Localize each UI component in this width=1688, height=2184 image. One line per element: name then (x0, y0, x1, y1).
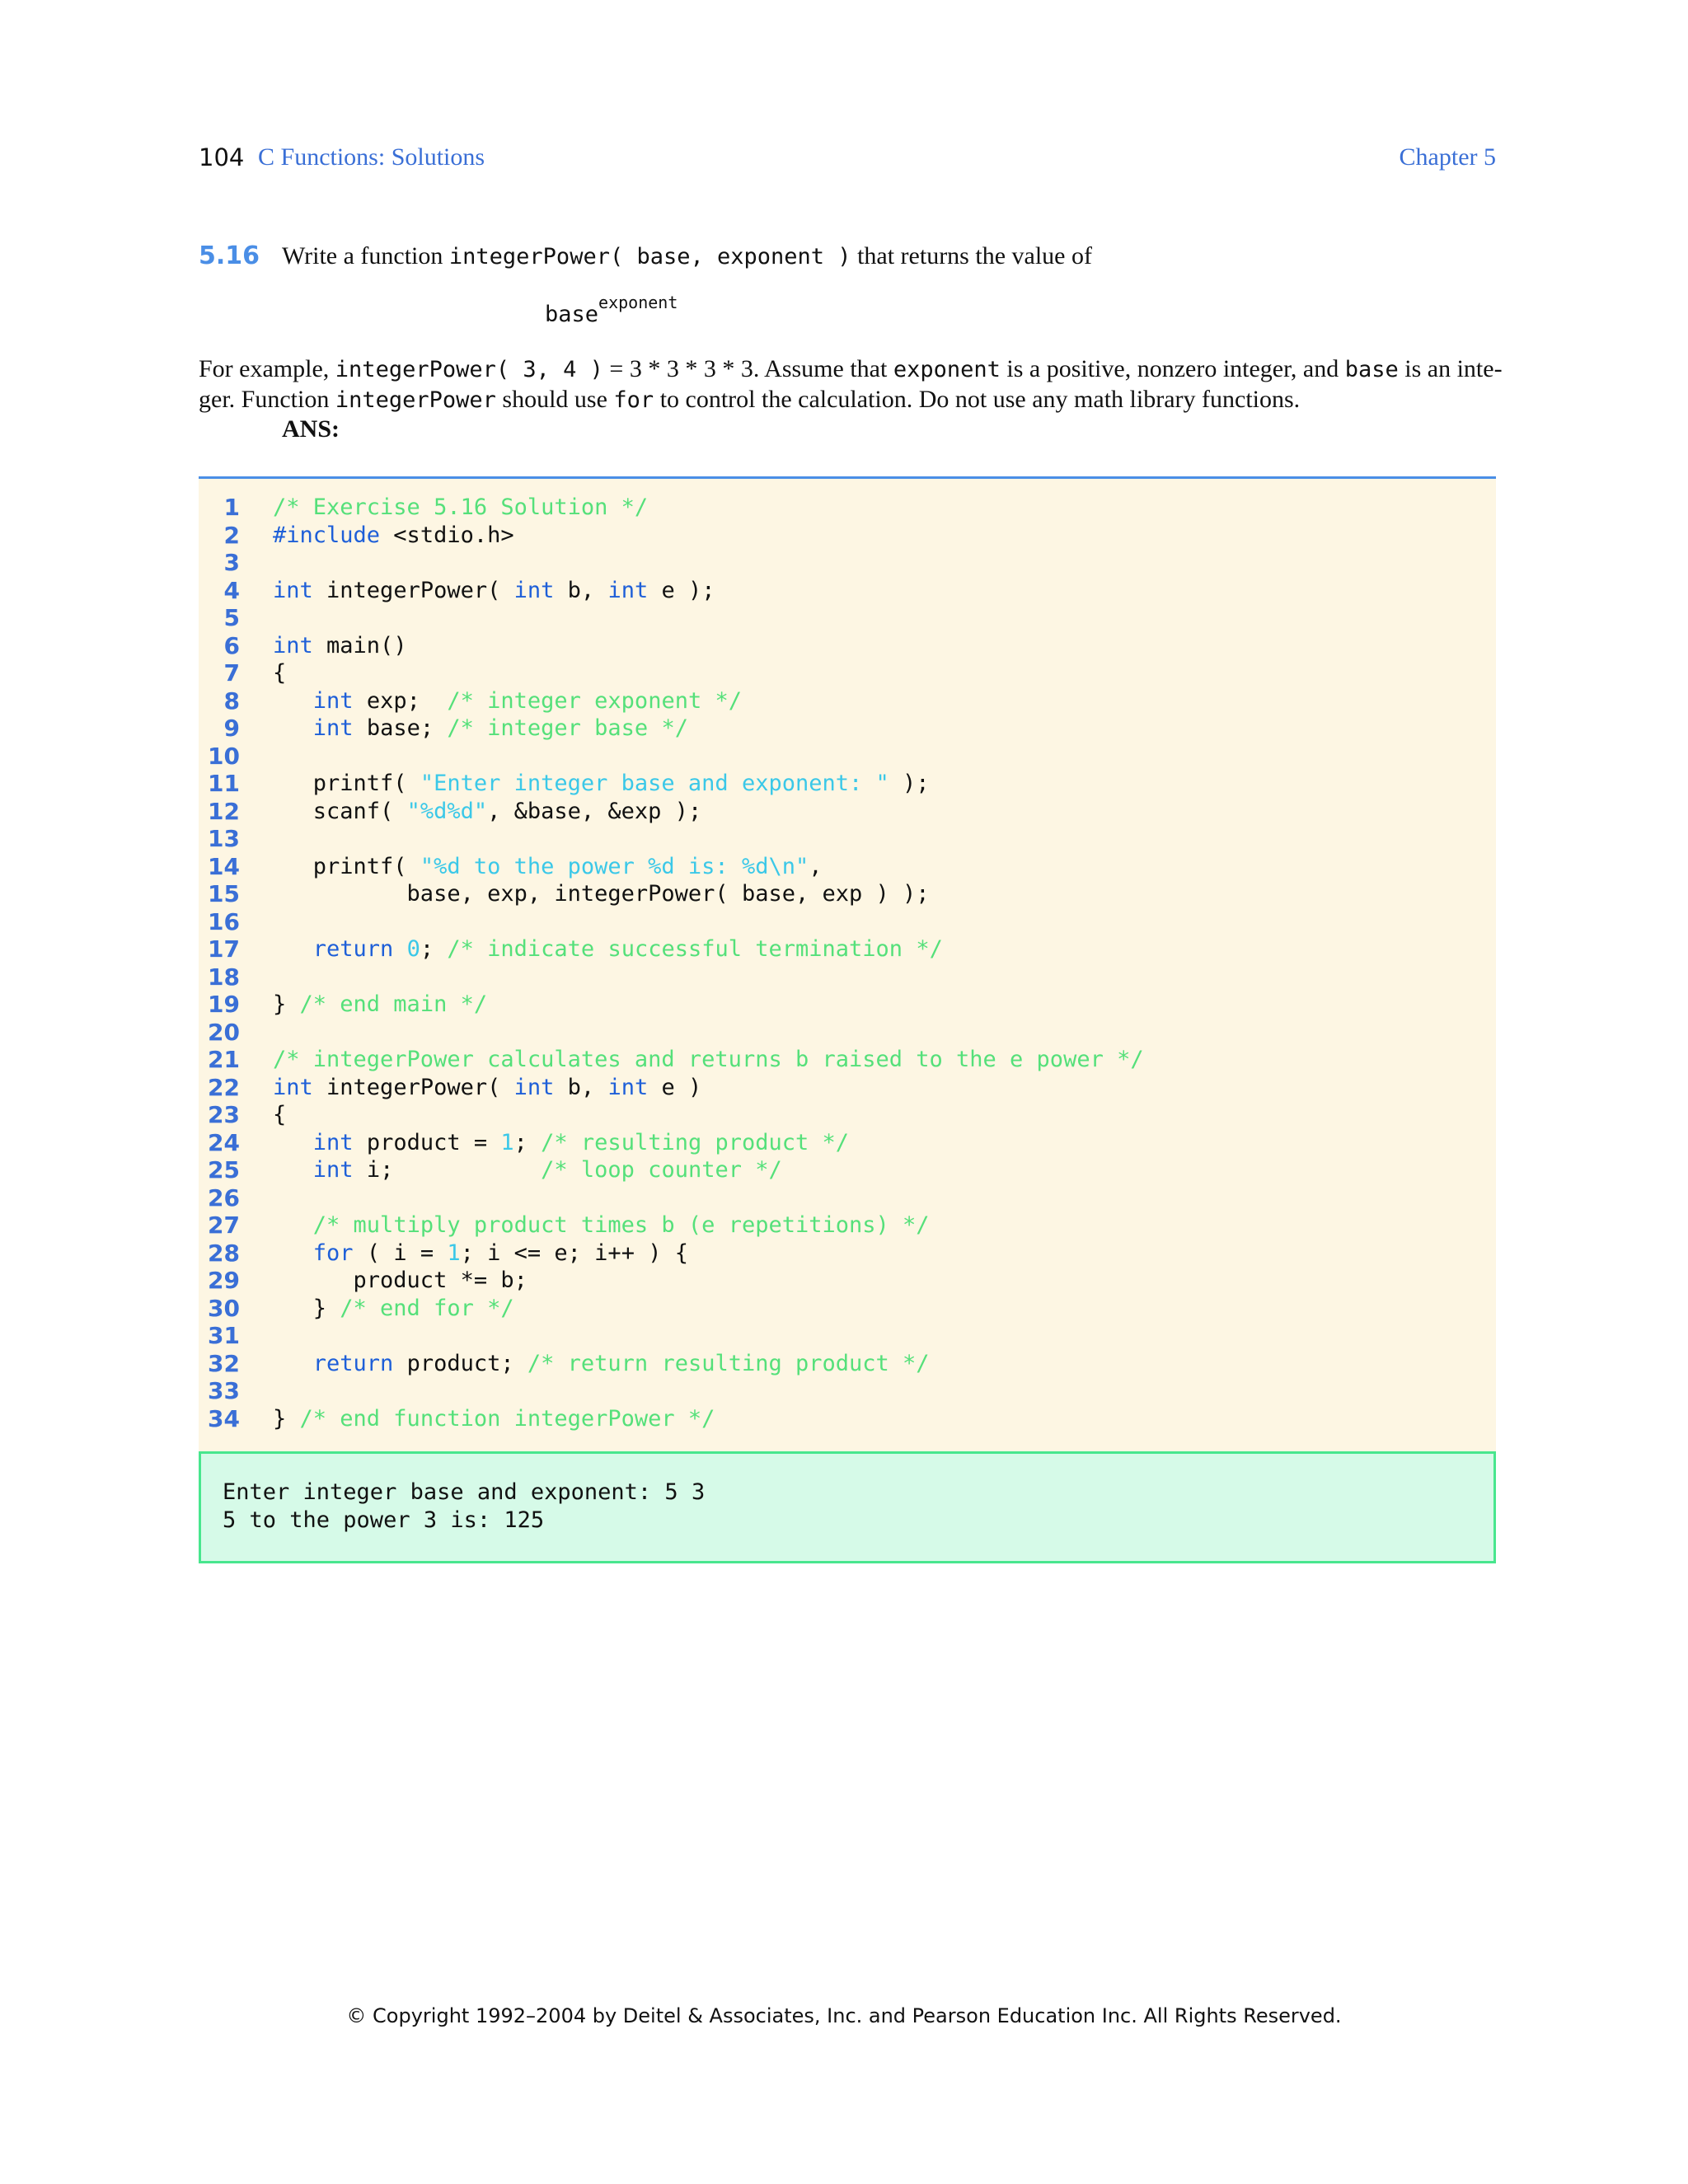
line-number: 11 (208, 770, 240, 797)
code-line (199, 494, 1144, 522)
line-number: 10 (208, 742, 240, 770)
prompt-code: integerPower( base, exponent ) (448, 244, 851, 269)
line-number: 30 (208, 1294, 240, 1322)
inline-text: is an inte- (1398, 355, 1503, 382)
code-line (199, 1074, 1144, 1102)
code-text: #include <stdio.h> (273, 522, 514, 548)
code-line (199, 1377, 1144, 1405)
line-number: 19 (208, 991, 240, 1018)
line-number: 12 (208, 797, 240, 825)
code-lines (199, 494, 1144, 1432)
code-text: /* Exercise 5.16 Solution */ (273, 494, 649, 520)
code-text: return 0; /* indicate successful termination */ (312, 936, 943, 962)
code-text: } /* end for */ (273, 1295, 514, 1321)
answer-label: ANS: (282, 415, 340, 443)
line-number: 1 (223, 494, 240, 521)
line-number: 4 (223, 576, 240, 604)
code-text: product *= b; (273, 1268, 528, 1293)
line-number: 28 (208, 1239, 240, 1267)
inline-code: integerPower (335, 387, 496, 413)
line-number: 25 (208, 1156, 240, 1183)
line-number: 15 (208, 880, 240, 907)
inline-code: exponent (893, 357, 1001, 382)
code-text: int base; /* integer base */ (312, 715, 688, 741)
code-line (199, 1295, 1144, 1323)
code-line (199, 935, 1144, 963)
code-line (199, 549, 1144, 577)
line-number: 23 (208, 1101, 240, 1128)
line-number: 21 (208, 1046, 240, 1073)
line-number: 20 (208, 1018, 240, 1046)
code-line (199, 743, 1144, 771)
inline-text: ger. Function (199, 386, 335, 413)
code-text: } /* end main */ (273, 991, 488, 1017)
line-number: 24 (208, 1128, 240, 1156)
line-number: 26 (208, 1183, 240, 1212)
inline-code: integerPower( 3, 4 ) (335, 357, 603, 382)
code-listing (199, 476, 1496, 1451)
code-line (199, 577, 1144, 605)
inline-text: = 3 * 3 * 3 * 3. Assume that (603, 355, 893, 382)
running-title: C Functions: Solutions (258, 143, 485, 171)
code-text: int integerPower( int b, int e ); (273, 577, 715, 603)
code-text: int i; /* loop counter */ (312, 1157, 782, 1183)
line-number: 16 (208, 907, 240, 935)
output-line: Enter integer base and exponent: 5 3 (223, 1479, 706, 1505)
line-number: 34 (208, 1404, 240, 1432)
line-number: 13 (208, 825, 240, 852)
line-number: 22 (208, 1073, 240, 1101)
line-number: 5 (223, 604, 240, 631)
code-text: } /* end function integerPower */ (273, 1405, 715, 1432)
exercise-number: 5.16 (199, 241, 260, 270)
code-text: /* multiply product times b (e repetitions) */ (312, 1212, 930, 1238)
code-line (199, 659, 1144, 687)
line-number: 2 (223, 521, 240, 549)
inline-text: to control the calculation. Do not use any math library functions. (654, 386, 1301, 413)
description-line-1 (199, 354, 1503, 385)
line-number: 17 (208, 935, 240, 963)
code-line (199, 825, 1144, 853)
line-number: 3 (223, 549, 240, 576)
code-line (199, 1101, 1144, 1129)
line-number: 27 (208, 1212, 240, 1239)
prompt-text-pre: Write a function (282, 242, 449, 269)
line-number: 33 (208, 1377, 240, 1404)
code-line (199, 715, 1144, 743)
code-line (199, 1046, 1144, 1074)
code-text: base, exp, integerPower( base, exp ) ); (273, 881, 930, 907)
code-line (199, 1350, 1144, 1378)
code-line (199, 632, 1144, 660)
code-line (199, 1019, 1144, 1047)
code-text: for ( i = 1; i <= e; i++ ) { (312, 1240, 688, 1266)
line-number: 8 (223, 687, 240, 715)
inline-text: For example, (199, 355, 335, 382)
inline-code: for (613, 387, 654, 413)
code-line (199, 1129, 1144, 1157)
page-header (199, 140, 1496, 176)
code-line (199, 1240, 1144, 1268)
code-line (199, 991, 1144, 1019)
page-number: 104 (199, 143, 245, 171)
code-line (199, 687, 1144, 715)
program-output (199, 1451, 1496, 1563)
code-line (199, 853, 1144, 881)
line-number: 14 (208, 852, 240, 880)
line-number: 6 (223, 631, 240, 659)
code-text: { (273, 660, 287, 686)
line-number: 9 (223, 715, 240, 742)
code-text: /* integerPower calculates and returns b raised to the e power */ (273, 1047, 1144, 1072)
code-line (199, 798, 1144, 826)
description-line-2 (199, 385, 1496, 415)
output-line: 5 to the power 3 is: 125 (223, 1507, 545, 1533)
code-line (199, 522, 1144, 550)
code-text: int main() (273, 632, 407, 658)
code-text: return product; /* return resulting product */ (312, 1350, 930, 1376)
code-text: printf( "%d to the power %d is: %d\n", (273, 853, 823, 879)
code-text: { (273, 1102, 287, 1127)
code-text: int product = 1; /* resulting product */ (312, 1129, 850, 1155)
line-number: 29 (208, 1267, 240, 1294)
code-text: int integerPower( int b, int e ) (273, 1074, 702, 1100)
code-line (199, 1184, 1144, 1212)
code-line (199, 963, 1144, 991)
line-number: 31 (208, 1322, 240, 1349)
code-line (199, 1405, 1144, 1433)
inline-text: is a positive, nonzero integer, and (1000, 355, 1345, 382)
exercise-prompt (282, 242, 1092, 270)
formula-base: base (545, 302, 599, 327)
output-lines (223, 1479, 705, 1535)
inline-code: base (1344, 357, 1399, 382)
code-line (199, 1322, 1144, 1350)
prompt-text-post: that returns the value of (851, 242, 1092, 269)
code-line (199, 908, 1144, 936)
line-number: 32 (208, 1349, 240, 1377)
code-line (199, 1156, 1144, 1184)
code-line (199, 880, 1144, 908)
line-number: 7 (223, 659, 240, 687)
code-line (199, 1212, 1144, 1240)
formula (545, 293, 678, 327)
code-line (199, 604, 1144, 632)
formula-exponent: exponent (598, 293, 678, 312)
line-number: 18 (208, 963, 240, 991)
code-line (199, 770, 1144, 798)
exercise-description (199, 354, 1503, 415)
code-text: printf( "Enter integer base and exponent: " ); (273, 771, 930, 796)
chapter-label: Chapter 5 (1399, 143, 1496, 171)
code-text: scanf( "%d%d", &base, &exp ); (273, 798, 702, 824)
copyright-footer: © Copyright 1992–2004 by Deitel & Associates, Inc. and Pearson Education Inc. All Rights Reserved. (346, 2004, 1342, 2027)
code-text: int exp; /* integer exponent */ (312, 687, 742, 714)
code-line (199, 1267, 1144, 1295)
inline-text: should use (495, 386, 614, 413)
